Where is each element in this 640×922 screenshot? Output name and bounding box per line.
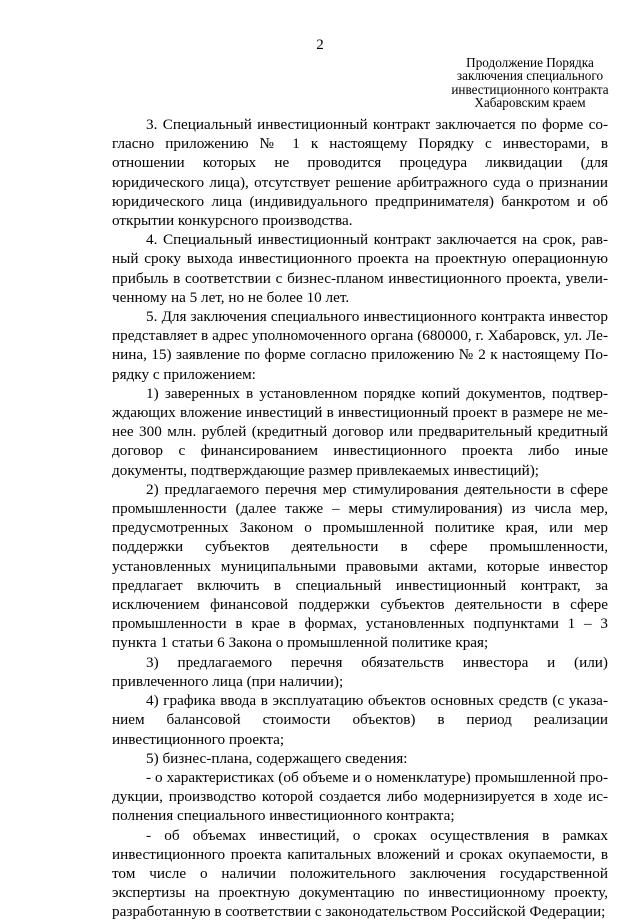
header-line: Продолжение Порядка [466,55,594,70]
paragraph-item-3: 3) предлагаемого перечня обязательств инвестора и (или) привлеченного лица (при наличии); [112,653,608,690]
paragraph-item-4: 4) графика ввода в эксплуатацию объектов основных средств (с указанием балансовой стоимости объектов) в период реализации инвестиционного проекта; [112,692,608,748]
paragraph-bullet-investments: - об объемах инвестиций, о сроках осуществления в рамках инвестиционного проекта капитальных вложений и сроках окупаемости, в том числе о наличии положительного заключения государственной экспертизы на проектную документацию по инвестиционному проекту, разработанную в соответствии с законодательством Российской Федерации; [112,826,608,921]
document-body [112,115,608,922]
document-header-note [440,56,620,110]
header-line: инвестиционного контракта [451,81,609,97]
paragraph-item-2: 2) предлагаемого перечня мер стимулирования деятельности в сфере промышленности (далее также – меры стимулирования) из числа мер, предусмотренных Законом о промышленной политике края, или мер поддержки субъектов деятельности в сфере промышленности, установленных муниципальными правовыми актами, которые инвестор предлагает включить в специальный инвестиционный контракт, за исключением финансовой поддержки субъектов деятельности в сфере промышленности в крае в формах, установленных подпунктами 1 – 3 пункта 1 статьи 6 Закона о промышленной политике края; [112,480,608,652]
paragraph-item-1: 1) заверенных в установленном порядке копий документов, подтверждающих вложение инвестиций в инвестиционный проект в размере не менее 300 млн. рублей (кредитный договор или предварительный кредитный договор с финансированием инвестиционного проекта либо иные документы, подтверждающие размер привлекаемых инвестиций); [112,384,608,479]
header-line: заключения специального [456,68,604,84]
paragraph-bullet-products: - о характеристиках (об объеме и о номенклатуре) промышленной продукции, производство которой создается либо модернизируется в ходе исполнения специального инвестиционного контракта; [112,768,608,825]
paragraph-item-5: 5) бизнес-плана, содержащего сведения: [146,749,408,767]
paragraph-clause-5: 5. Для заключения специального инвестиционного контракта инвестор представляет в адрес уполномоченного органа (680000, г. Хабаровск, ул. Ленина, 15) заявление по форме согласно приложению № 2 к настоящему Порядку с приложением: [112,308,608,383]
paragraph-clause-3: 3. Специальный инвестиционный контракт заключается по форме согласно приложению № 1 к настоящему Порядку с инвесторами, в отношении которых не проводится процедура ликвидации (для юридического лица), отсутствует решение арбитражного суда о признании юридического лица (индивидуального предпринимателя) банкротом и об открытии конкурсного производства. [112,116,608,230]
page-number: 2 [316,37,324,53]
header-line: Хабаровским краем [474,95,586,111]
paragraph-clause-4: 4. Специальный инвестиционный контракт заключается на срок, равный сроку выхода инвестиционного проекта на проектную операционную прибыль в соответствии с бизнес-планом инвестиционного проекта, увеличенному на 5 лет, но не более 10 лет. [112,231,608,306]
